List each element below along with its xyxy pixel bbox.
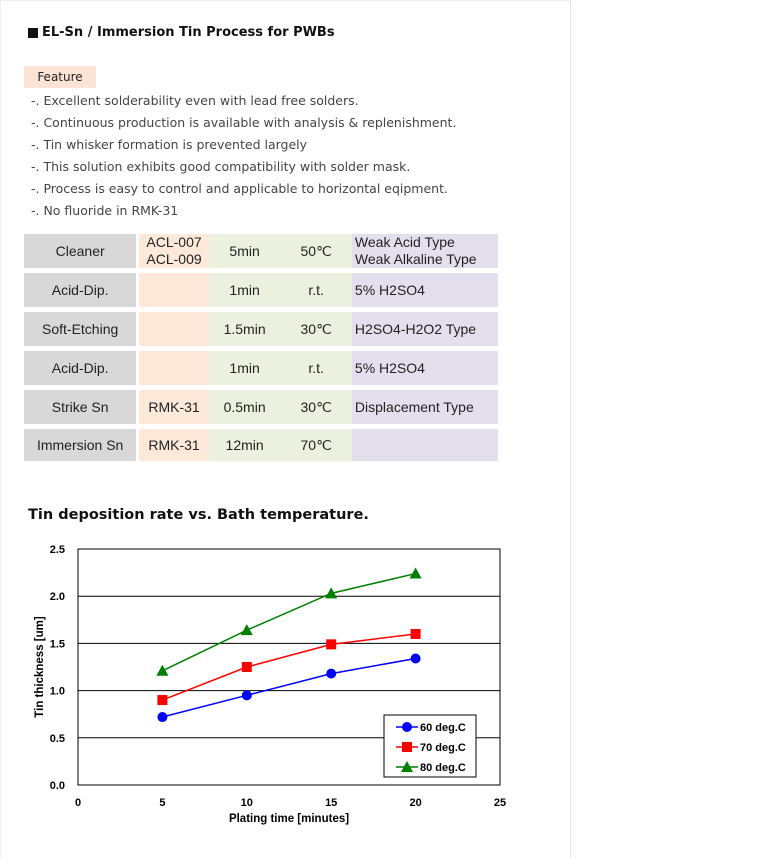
chemical-line: ACL-007	[146, 234, 202, 250]
process-row	[24, 312, 498, 346]
chart-title: Tin deposition rate vs. Bath temperature.	[28, 507, 369, 523]
process-temp: 30℃	[280, 390, 352, 424]
page-title: EL-Sn / Immersion Tin Process for PWBs	[42, 25, 335, 40]
chart-legend	[384, 715, 476, 777]
data-point	[411, 629, 421, 639]
process-step: Strike Sn	[24, 390, 136, 424]
feature-item: -. No fluoride in RMK-31	[31, 203, 179, 218]
process-step: Cleaner	[24, 234, 136, 268]
process-note	[352, 390, 498, 424]
note-line: 5% H2SO4	[354, 359, 425, 376]
process-row	[24, 273, 498, 307]
series-square	[157, 629, 420, 705]
process-temp: 30℃	[280, 312, 352, 346]
x-tick-label: 25	[493, 797, 507, 809]
series-triangle	[156, 568, 421, 676]
process-time: 5min	[209, 234, 281, 268]
chart-series	[156, 568, 421, 722]
x-tick-label: 10	[240, 797, 253, 809]
note-line: 5% H2SO4	[354, 281, 425, 298]
feature-list	[31, 90, 456, 222]
series-line	[162, 659, 415, 718]
legend-label: 60 deg.C	[420, 722, 466, 734]
y-tick-label: 2.0	[49, 591, 65, 604]
feature-item: -. Excellent solderability even with lead free solders.	[31, 93, 359, 108]
chemical-line: ACL-009	[146, 251, 202, 267]
process-row	[24, 429, 498, 461]
process-row	[24, 234, 498, 268]
feature-item: -. This solution exhibits good compatibility with solder mask.	[31, 159, 411, 174]
legend-label: 80 deg.C	[420, 762, 466, 774]
process-note	[352, 273, 498, 307]
data-point	[326, 669, 336, 679]
note-line: H2SO4-H2O2 Type	[354, 320, 477, 337]
process-step: Acid-Dip.	[24, 351, 136, 385]
data-point	[326, 639, 336, 649]
y-tick-label: 1.0	[49, 685, 65, 698]
process-temp: r.t.	[280, 351, 352, 385]
y-tick-label: 1.5	[49, 638, 65, 651]
x-tick-label: 20	[409, 797, 422, 809]
process-temp: r.t.	[280, 273, 352, 307]
process-temp: 50℃	[280, 234, 352, 268]
chemical-line: RMK-31	[148, 398, 200, 415]
feature-item: -. Continuous production is available with analysis & replenishment.	[31, 115, 457, 130]
series-circle	[157, 654, 420, 723]
data-point	[242, 662, 252, 672]
data-point	[242, 690, 252, 700]
process-chemical	[139, 312, 209, 346]
process-time: 1.5min	[209, 312, 281, 346]
data-point	[411, 654, 421, 664]
data-point	[157, 712, 167, 722]
process-note	[352, 234, 498, 268]
note-line: Weak Acid Type	[354, 234, 455, 250]
process-chemical	[139, 273, 209, 307]
data-point	[156, 665, 168, 676]
y-tick-labels	[50, 544, 65, 792]
note-line: Displacement Type	[354, 398, 474, 415]
process-row	[24, 390, 498, 424]
y-tick-label: 2.5	[49, 544, 65, 556]
process-chemical	[139, 390, 209, 424]
process-row	[24, 351, 498, 385]
x-tick-labels	[75, 797, 506, 809]
y-tick-label: 0.5	[49, 732, 65, 745]
note-line: Weak Alkaline Type	[354, 251, 477, 267]
process-note	[352, 312, 498, 346]
feature-label: Feature	[24, 66, 96, 88]
page-top-border	[0, 0, 570, 1]
y-tick-label: 0.0	[49, 780, 65, 792]
legend-label: 70 deg.C	[420, 742, 466, 754]
chemical-line: RMK-31	[148, 436, 200, 453]
deposition-chart	[0, 530, 560, 840]
process-step: Immersion Sn	[24, 429, 136, 461]
feature-item: -. Process is easy to control and applicable to horizontal eqipment.	[31, 181, 448, 196]
process-chemical	[139, 429, 209, 461]
process-chemical	[139, 351, 209, 385]
legend-marker	[402, 742, 412, 752]
process-time: 0.5min	[209, 390, 281, 424]
page-right-border	[570, 0, 571, 858]
feature-item: -. Tin whisker formation is prevented largely	[31, 137, 308, 152]
x-tick-label: 15	[325, 797, 338, 809]
process-chemical	[139, 234, 209, 268]
process-time: 12min	[209, 429, 281, 461]
process-time: 1min	[209, 351, 281, 385]
process-step: Acid-Dip.	[24, 273, 136, 307]
x-tick-label: 0	[74, 797, 82, 809]
x-axis-label: Plating time [minutes]	[228, 813, 350, 825]
square-bullet-icon	[28, 28, 38, 38]
process-step: Soft-Etching	[24, 312, 136, 346]
y-axis-label: Tin thickness [um]	[34, 616, 46, 718]
page-heading	[28, 25, 335, 40]
process-temp: 70℃	[280, 429, 352, 461]
data-point	[241, 624, 253, 635]
data-point	[157, 695, 167, 705]
process-note	[352, 429, 498, 461]
process-note	[352, 351, 498, 385]
process-time: 1min	[209, 273, 281, 307]
x-tick-label: 5	[159, 797, 166, 809]
data-point	[410, 568, 422, 579]
legend-marker	[402, 722, 412, 732]
